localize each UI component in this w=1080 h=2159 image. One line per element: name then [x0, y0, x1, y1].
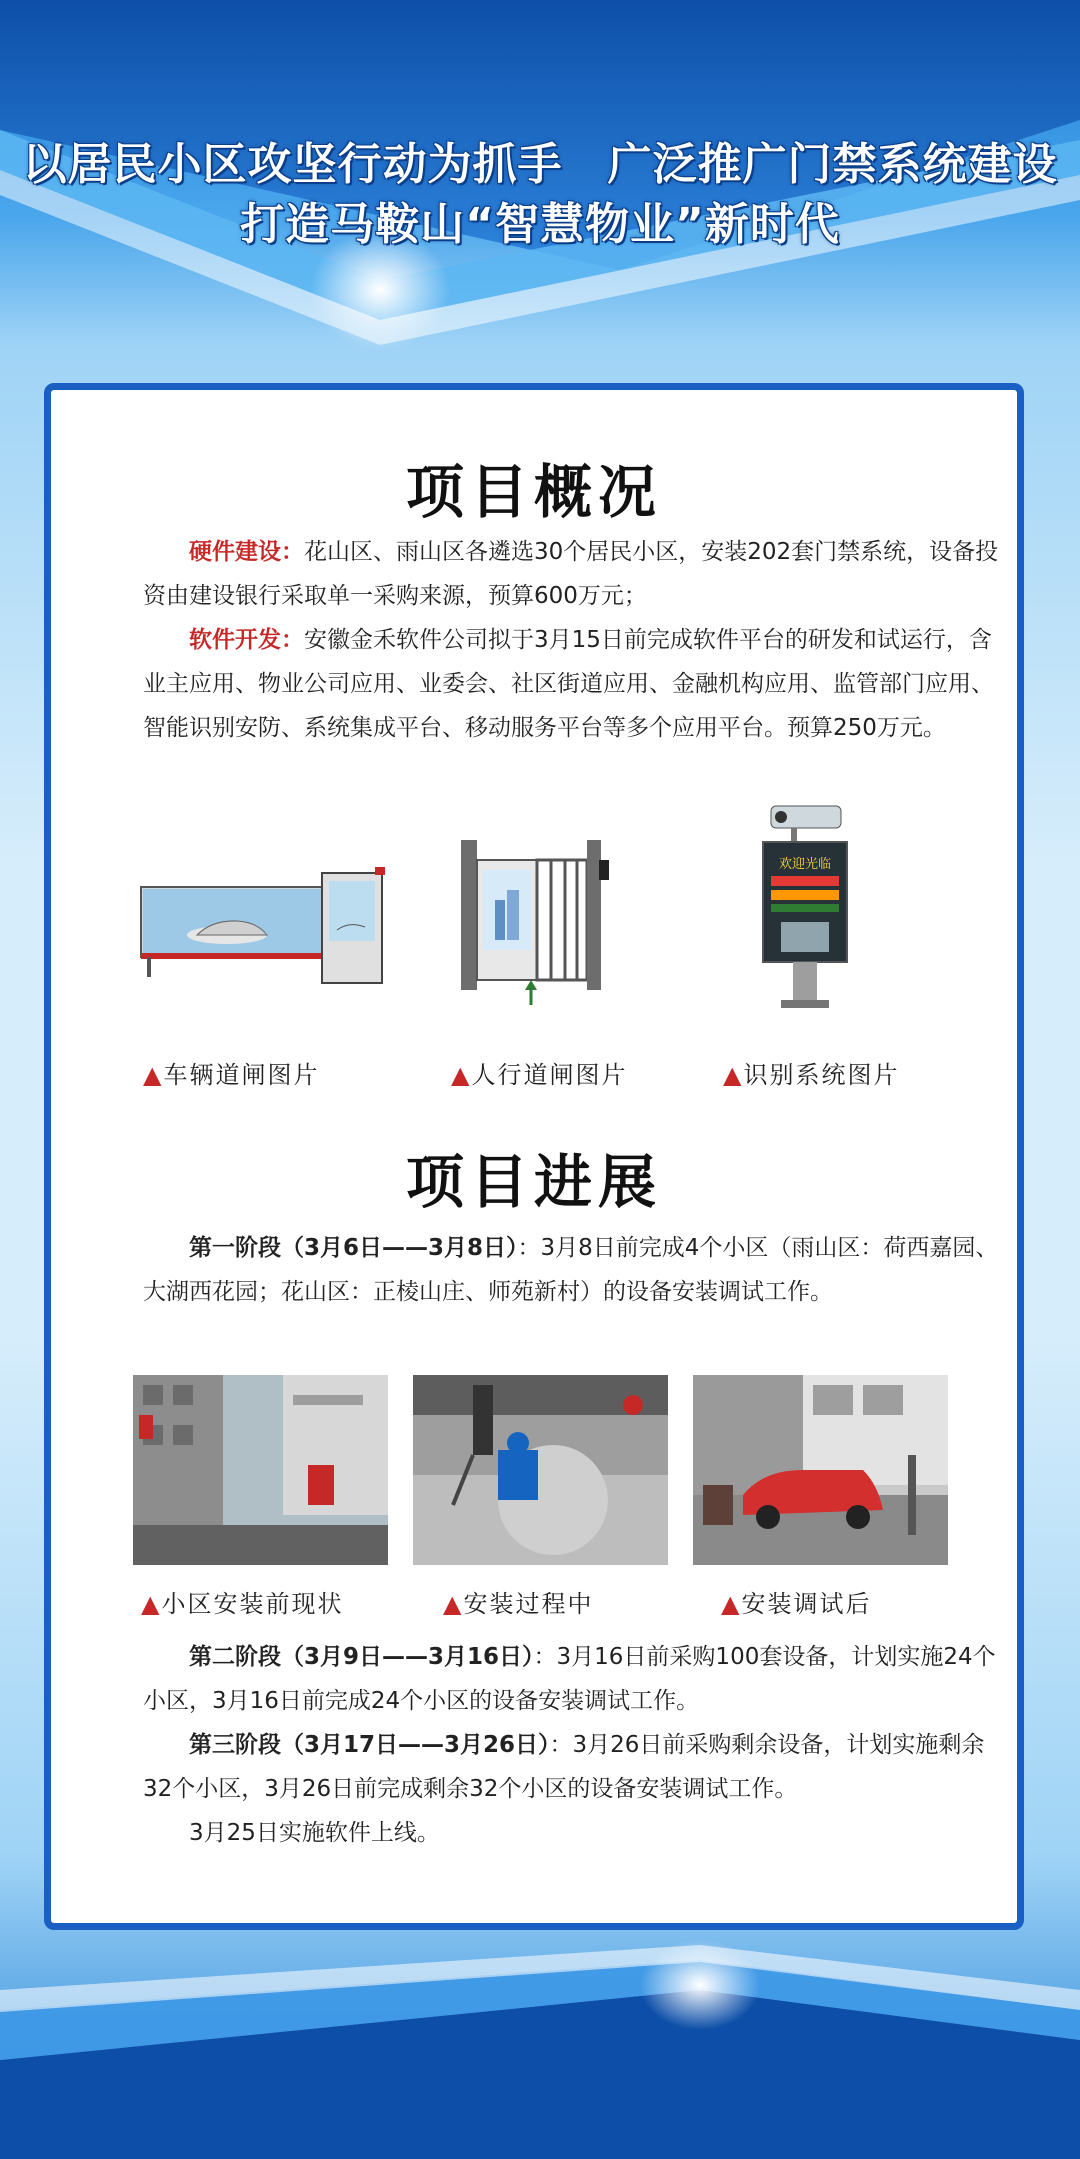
caption-text: 安装调试后 [741, 1590, 872, 1618]
pedestrian-gate-image [451, 830, 631, 1010]
before-installation-caption [141, 1584, 343, 1619]
software-launch-note: 3月25日实施软件上线。 [189, 1820, 440, 1846]
before-installation-photo [133, 1375, 388, 1565]
hardware-label: 硬件建设： [189, 539, 304, 565]
stage2-paragraph [143, 1635, 1003, 1723]
after-installation-photo [693, 1375, 948, 1565]
hardware-text: 花山区、雨山区各遴选30个居民小区，安装202套门禁系统，设备投资由建设银行采取单一采购来源，预算600万元； [143, 539, 999, 609]
stage3-text: ：3月26日前采购剩余设备，计划实施剩余32个小区，3月26日前完成剩余32个小区的设备安装调试工作。 [143, 1732, 985, 1802]
stage2-label: 第二阶段（3月9日——3月16日） [189, 1644, 534, 1670]
caption-text: 车辆道闸图片 [163, 1061, 320, 1089]
installation-process-photo [413, 1375, 668, 1565]
triangle-marker-icon: ▲ [141, 1590, 162, 1618]
recognition-system-image [751, 798, 881, 1013]
recognition-system-caption [723, 1055, 899, 1090]
triangle-marker-icon: ▲ [443, 1590, 464, 1618]
stage3-paragraph [143, 1723, 1003, 1811]
caption-text: 小区安装前现状 [161, 1590, 344, 1618]
installation-process-caption [443, 1584, 593, 1619]
header-title-line2: 打造马鞍山“智慧物业”新时代 [240, 199, 840, 250]
after-installation-caption [721, 1584, 871, 1619]
pedestrian-gate-caption [451, 1055, 627, 1090]
device-sign-text: 欢迎光临 [778, 857, 832, 872]
triangle-marker-icon: ▲ [723, 1061, 744, 1089]
header-title-line1: 以居民小区攻坚行动为抓手 广泛推广门禁系统建设 [22, 139, 1058, 190]
software-paragraph [143, 618, 1003, 750]
content-panel [44, 383, 1024, 1930]
triangle-marker-icon: ▲ [451, 1061, 472, 1089]
hardware-paragraph [143, 530, 1003, 618]
caption-text: 人行道闸图片 [471, 1061, 628, 1089]
triangle-marker-icon: ▲ [721, 1590, 742, 1618]
stage1-label: 第一阶段（3月6日——3月8日） [189, 1235, 518, 1261]
software-label: 软件开发： [189, 627, 304, 653]
stage1-paragraph [143, 1226, 1003, 1314]
stage3-label: 第三阶段（3月17日——3月26日） [189, 1732, 550, 1758]
caption-text: 安装过程中 [463, 1590, 594, 1618]
progress-title: 项目进展 [405, 1148, 662, 1216]
stage2-text: ：3月16日前采购100套设备，计划实施24个小区，3月16日前完成24个小区的设备安装调试工作。 [143, 1644, 996, 1714]
caption-text: 识别系统图片 [743, 1061, 900, 1089]
software-text: 安徽金禾软件公司拟于3月15日前完成软件平台的研发和试运行，含业主应用、物业公司应用、业委会、社区街道应用、金融机构应用、监管部门应用、智能识别安防、系统集成平台、移动服务平台等多个应用平台。预算250万元。 [143, 627, 994, 741]
vehicle-barrier-caption [143, 1055, 319, 1090]
triangle-marker-icon: ▲ [143, 1061, 164, 1089]
vehicle-barrier-image [137, 835, 409, 1005]
stage1-text: ：3月8日前完成4个小区（雨山区：荷西嘉园、大湖西花园；花山区：正棱山庄、师苑新村）的设备安装调试工作。 [143, 1235, 999, 1305]
overview-title: 项目概况 [405, 458, 662, 526]
